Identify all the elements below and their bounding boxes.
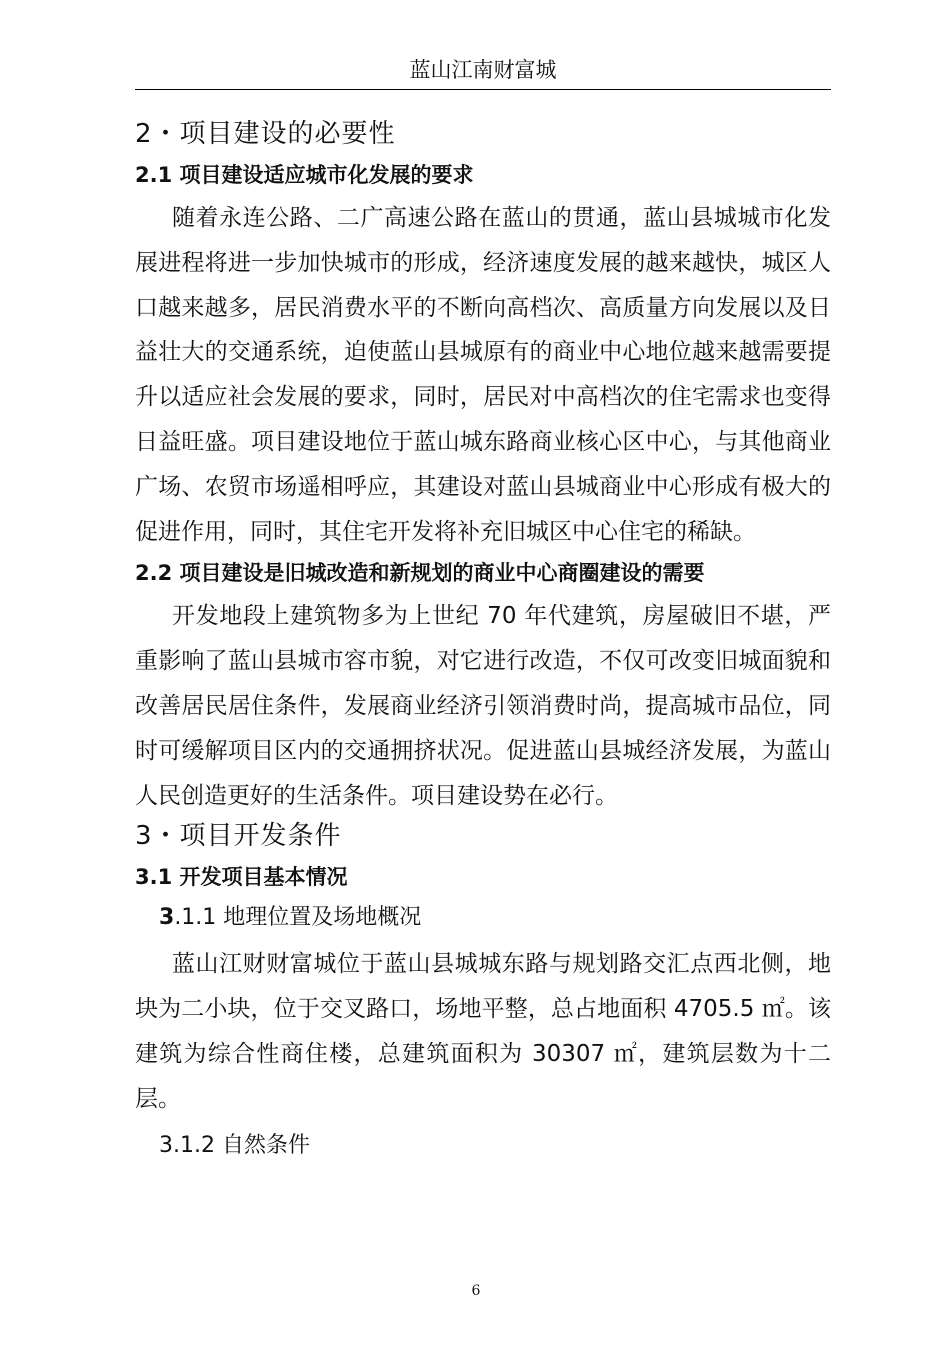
- section-2-heading: 2・项目建设的必要性: [135, 119, 396, 149]
- section-2-2-heading: 2.2 项目建设是旧城改造和新规划的商业中心商圈建设的需要: [135, 561, 705, 586]
- section-2-2-paragraph: 开发地段上建筑物多为上世纪 70 年代建筑，房屋破旧不堪，严重影响了蓝山县城市容市貌，对它进行改造，不仅可改变旧城面貌和改善居民居住条件，发展商业经济引领消费时尚，提高城市品位，同时可缓解项目区内的交通拥挤状况。促进蓝山县城经济发展，为蓝山人民创造更好的生活条件。项目建设势在必行。: [135, 603, 831, 809]
- section-3-1-1-heading-bold-number: 3: [159, 905, 175, 931]
- section-3-1-2-heading: 3.1.2 自然条件: [159, 1132, 310, 1158]
- section-2-1-heading: 2.1 项目建设适应城市化发展的要求: [135, 163, 474, 187]
- section-2-1-paragraph: 随着永连公路、二广高速公路在蓝山的贯通，蓝山县城城市化发展进程将进一步加快城市的形成，经济速度发展的越来越快，城区人口越来越多，居民消费水平的不断向高档次、高质量方向发展以及日益壮大的交通系统，迫使蓝山县城原有的商业中心地位越来越需要提升以适应社会发展的要求，同时，居民对中高档次的住宅需求也变得日益旺盛。项目建设地位于蓝山城东路商业核心区中心，与其他商业广场、农贸市场遥相呼应，其建设对蓝山县城商业中心形成有极大的促进作用，同时，其住宅开发将补充旧城区中心住宅的稀缺。: [135, 205, 831, 545]
- page-number: 6: [471, 1283, 481, 1299]
- document-body: [135, 116, 831, 1170]
- document-header-title: 蓝山江南财富城: [409, 58, 557, 82]
- section-3-1-heading: 3.1 开发项目基本情况: [135, 865, 348, 890]
- section-3-1-1-heading-text: .1.1 地理位置及场地概况: [174, 905, 422, 931]
- header-divider: [135, 89, 831, 90]
- section-3-heading: 3・项目开发条件: [135, 821, 342, 852]
- section-3-1-1-paragraph: 蓝山江财财富城位于蓝山县城城东路与规划路交汇点西北侧，地块为二小块，位于交叉路口，场地平整，总占地面积 4705.5 ㎡。该建筑为综合性商住楼，总建筑面积为 30307 ㎡，建筑层数为十二层。: [135, 951, 831, 1112]
- section-3-1-1-heading: [135, 898, 831, 938]
